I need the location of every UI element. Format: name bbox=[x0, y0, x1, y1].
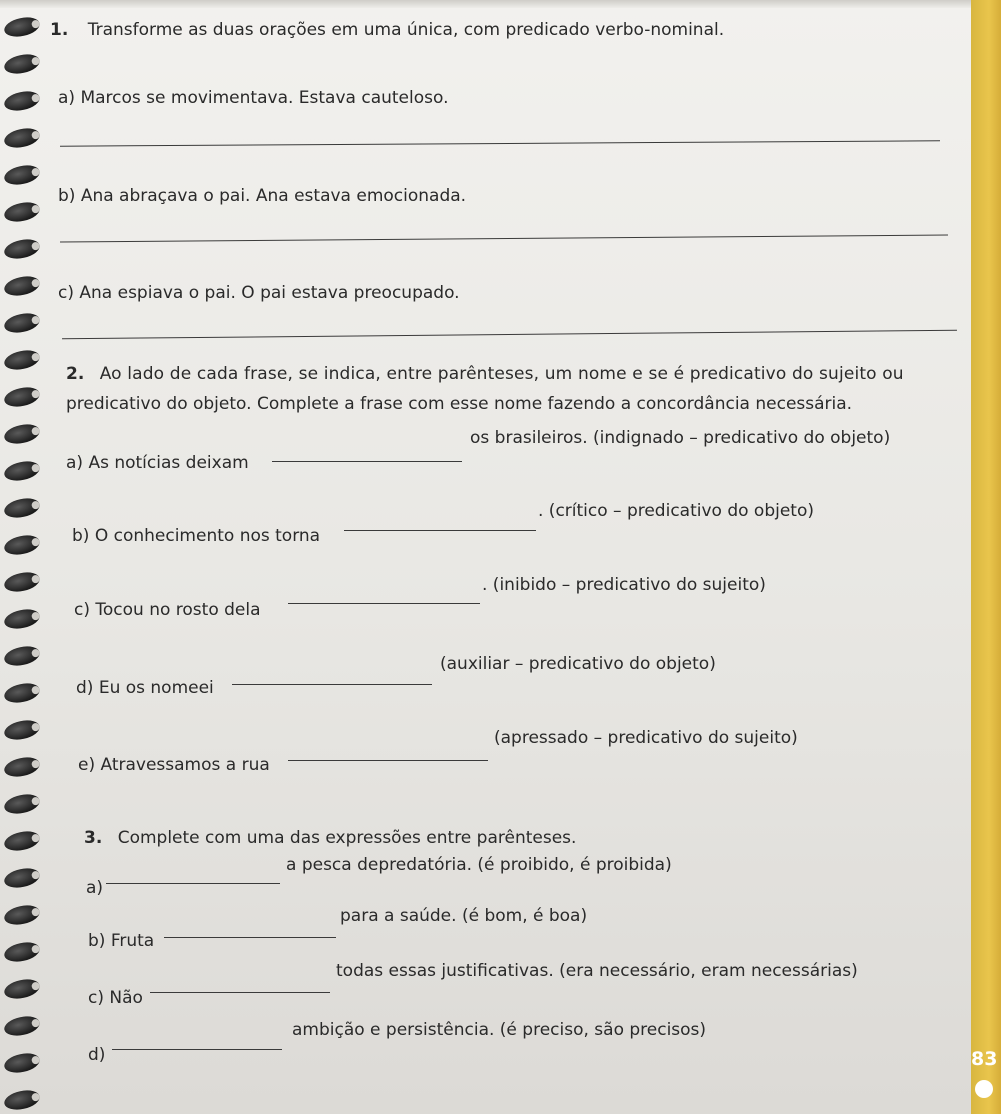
q3-item-d-before: d) bbox=[88, 1045, 106, 1065]
q2-blank-e[interactable] bbox=[288, 760, 488, 761]
spiral-ring bbox=[3, 902, 42, 927]
page-number: 83 bbox=[971, 1048, 998, 1070]
q2-blank-d[interactable] bbox=[232, 684, 432, 685]
spiral-ring bbox=[3, 273, 42, 298]
page-top-edge bbox=[0, 0, 975, 8]
spiral-ring bbox=[3, 865, 42, 890]
q2-item-e-after: (apressado – predicativo do sujeito) bbox=[494, 728, 798, 748]
yellow-page-edge bbox=[971, 0, 1001, 1114]
q2-heading-line2: predicativo do objeto. Complete a frase com esse nome fazendo a concordância necessária. bbox=[66, 394, 853, 414]
q3-item-d-after: ambição e persistência. (é preciso, são precisos) bbox=[292, 1020, 707, 1040]
q3-number: 3. bbox=[84, 828, 103, 848]
spiral-ring bbox=[3, 421, 42, 446]
q2-item-b-before: b) O conhecimento nos torna bbox=[72, 526, 321, 546]
spiral-ring bbox=[3, 1050, 42, 1075]
spiral-ring bbox=[3, 125, 42, 150]
spiral-ring bbox=[3, 828, 42, 853]
spiral-ring bbox=[3, 939, 42, 964]
q3-blank-b[interactable] bbox=[164, 937, 336, 938]
q1-number: 1. bbox=[50, 20, 69, 40]
q1-heading bbox=[50, 22, 724, 39]
spiral-ring bbox=[3, 88, 42, 113]
q3-item-c-before: c) Não bbox=[88, 988, 143, 1008]
q3-item-b-after: para a saúde. (é bom, é boa) bbox=[340, 906, 588, 926]
spiral-ring bbox=[3, 606, 42, 631]
spiral-ring bbox=[3, 1013, 42, 1038]
q3-item-a-before: a) bbox=[86, 878, 104, 898]
spiral-ring bbox=[3, 458, 42, 483]
q2-blank-b[interactable] bbox=[344, 530, 536, 531]
q3-item-c-after: todas essas justificativas. (era necessário, eram necessárias) bbox=[336, 961, 858, 981]
spiral-ring bbox=[3, 162, 42, 187]
q3-blank-c[interactable] bbox=[150, 992, 330, 993]
q3-heading bbox=[84, 830, 576, 847]
spiral-ring bbox=[3, 754, 42, 779]
q2-blank-a[interactable] bbox=[272, 461, 462, 462]
q3-item-b-before: b) Fruta bbox=[88, 931, 155, 951]
q2-heading-text1: Ao lado de cada frase, se indica, entre parênteses, um nome e se é predicativo do sujeito ou bbox=[99, 364, 904, 384]
q3-heading-text: Complete com uma das expressões entre parênteses. bbox=[117, 828, 577, 848]
q2-item-b-after: . (crítico – predicativo do objeto) bbox=[538, 501, 815, 521]
spiral-ring bbox=[3, 717, 42, 742]
spiral-ring bbox=[3, 236, 42, 261]
q3-blank-a[interactable] bbox=[106, 883, 280, 884]
q1-item-c: c) Ana espiava o pai. O pai estava preocupado. bbox=[58, 283, 460, 303]
spiral-ring bbox=[3, 532, 42, 557]
spiral-ring bbox=[3, 14, 42, 39]
q2-blank-c[interactable] bbox=[288, 603, 480, 604]
q2-item-a-before: a) As notícias deixam bbox=[66, 453, 249, 473]
q2-item-a-after: os brasileiros. (indignado – predicativo do objeto) bbox=[470, 428, 891, 448]
q2-item-d-before: d) Eu os nomeei bbox=[76, 678, 214, 698]
q3-item-a-after: a pesca depredatória. (é proibido, é proibida) bbox=[286, 855, 672, 875]
spiral-ring bbox=[3, 347, 42, 372]
spiral-ring bbox=[3, 791, 42, 816]
spiral-ring bbox=[3, 976, 42, 1001]
spiral-ring bbox=[3, 680, 42, 705]
q2-item-c-before: c) Tocou no rosto dela bbox=[74, 600, 261, 620]
q2-item-d-after: (auxiliar – predicativo do objeto) bbox=[440, 654, 716, 674]
spiral-ring bbox=[3, 643, 42, 668]
q2-item-c-after: . (inibido – predicativo do sujeito) bbox=[482, 575, 766, 595]
page-corner-icon bbox=[975, 1080, 993, 1098]
q2-number: 2. bbox=[66, 364, 85, 384]
spiral-ring bbox=[3, 51, 42, 76]
q3-blank-d[interactable] bbox=[112, 1049, 282, 1050]
spiral-ring bbox=[3, 495, 42, 520]
q1-item-b: b) Ana abraçava o pai. Ana estava emocionada. bbox=[58, 186, 467, 206]
spiral-ring bbox=[3, 384, 42, 409]
spiral-ring bbox=[3, 569, 42, 594]
q2-item-e-before: e) Atravessamos a rua bbox=[78, 755, 270, 775]
spiral-ring bbox=[3, 199, 42, 224]
q2-heading-line1 bbox=[66, 366, 904, 383]
spiral-ring bbox=[3, 310, 42, 335]
q1-item-a: a) Marcos se movimentava. Estava cauteloso. bbox=[58, 88, 449, 108]
q1-heading-text: Transforme as duas orações em uma única, com predicado verbo-nominal. bbox=[87, 20, 725, 40]
spiral-ring bbox=[3, 1087, 42, 1112]
spiral-binding bbox=[0, 0, 60, 1114]
